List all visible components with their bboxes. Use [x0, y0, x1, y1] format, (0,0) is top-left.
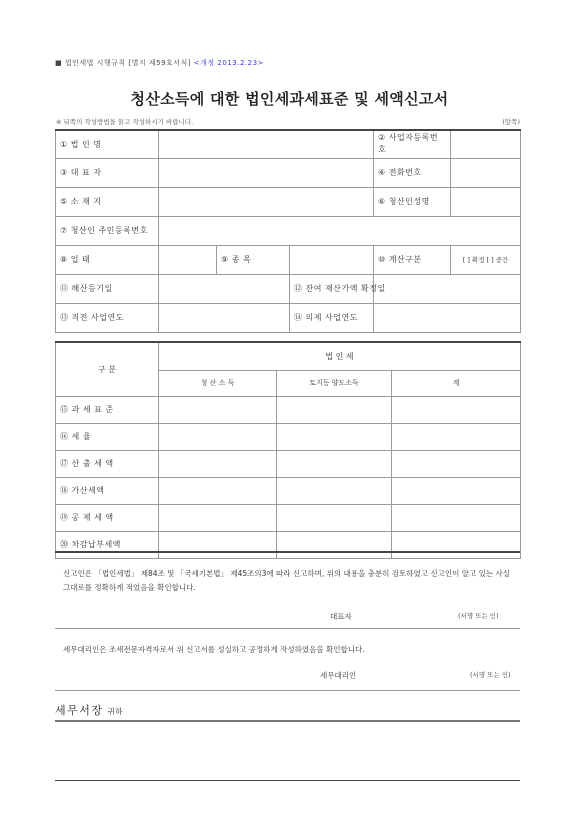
liquidator-name-field[interactable]	[451, 187, 521, 216]
table-row	[56, 504, 521, 531]
prev-fiscal-year-field[interactable]	[159, 303, 290, 332]
col-land-transfer-income: 토지등 양도소득	[277, 370, 392, 396]
dissolution-date-field[interactable]	[159, 274, 290, 303]
additional-tax-total-cell[interactable]	[392, 477, 521, 504]
declaration-text: 신고인은 「법인세법」 제84조 및 「국세기본법」 제45조의3에 따라 신고하며, 위의 내용을 충분히 검토하였고 신고인이 알고 있는 사실 그대로를 정확하게 적었음을 확인합니다.	[63, 569, 511, 592]
business-item-label: ⑨ 종 목	[217, 245, 290, 274]
section-divider	[55, 690, 520, 691]
tax-base-land-cell[interactable]	[277, 396, 392, 423]
prev-fiscal-year-label: ⑬ 직전 사업연도	[56, 303, 159, 332]
corp-name-label: ① 법 인 명	[56, 130, 159, 158]
instruction-note-row	[56, 117, 520, 126]
addressee	[55, 702, 123, 718]
page-side-label: (앞쪽)	[502, 118, 520, 126]
row-additional-tax-label: ⑱ 가산세액	[56, 477, 159, 504]
liquidator-id-label: ⑦ 청산인 주민등록번호	[56, 216, 159, 245]
form-title: 청산소득에 대한 법인세과세표준 및 세액신고서	[130, 90, 449, 108]
liquidator-id-field[interactable]	[159, 216, 521, 245]
declaration-section	[55, 551, 520, 621]
representative-label: ③ 대 표 자	[56, 158, 159, 187]
row-tax-base-label: ⑮ 과 세 표 준	[56, 396, 159, 423]
calc-type-label: ⑩ 계산구분	[374, 245, 451, 274]
corporation-info-table	[55, 129, 521, 333]
row-tax-rate-label: ⑯ 세 율	[56, 423, 159, 450]
col-total: 계	[392, 370, 521, 396]
computed-tax-total-cell[interactable]	[392, 450, 521, 477]
tax-office-label: 세무서장	[55, 704, 104, 717]
biz-reg-no-field[interactable]	[451, 130, 521, 158]
tax-base-liquidation-cell[interactable]	[159, 396, 277, 423]
address-field[interactable]	[159, 187, 374, 216]
tax-rate-total-cell[interactable]	[392, 423, 521, 450]
representative-sign-label: 대표자	[330, 612, 352, 621]
table-row	[56, 423, 521, 450]
phone-label: ④ 전화번호	[374, 158, 451, 187]
tax-rate-liquidation-cell[interactable]	[159, 423, 277, 450]
table-row	[56, 396, 521, 423]
deemed-fiscal-year-label: ⑭ 의제 사업연도	[290, 303, 374, 332]
tax-rate-land-cell[interactable]	[277, 423, 392, 450]
attachment-divider	[55, 720, 520, 722]
computed-tax-land-cell[interactable]	[277, 450, 392, 477]
net-payable-land-cell[interactable]	[277, 531, 392, 558]
calc-type-options[interactable]: [ ] 확정 [ ] 중간	[451, 245, 521, 274]
row-net-payable-label: ⑳ 차감납부세액	[56, 531, 159, 558]
net-payable-liquidation-cell[interactable]	[159, 531, 277, 558]
instruction-note: ※ 뒤쪽의 작성방법을 읽고 작성하시기 바랍니다.	[56, 118, 194, 126]
table-row	[56, 477, 521, 504]
section-divider	[55, 628, 520, 629]
table-row	[56, 450, 521, 477]
additional-tax-land-cell[interactable]	[277, 477, 392, 504]
tax-base-total-cell[interactable]	[392, 396, 521, 423]
residual-date-label: ⑫ 잔여 재산가액 확정일	[290, 274, 374, 303]
business-item-field[interactable]	[290, 245, 374, 274]
revision-date: <개정 2013.2.23>	[193, 59, 264, 67]
deduction-liquidation-cell[interactable]	[159, 504, 277, 531]
addressee-suffix: 귀하	[107, 707, 124, 716]
regulation-label: ■ 법인세법 시행규칙 [별지 제59호서식]	[55, 59, 192, 67]
business-type-field[interactable]	[159, 245, 217, 274]
dissolution-date-label: ⑪ 해산등기일	[56, 274, 159, 303]
representative-sign-field[interactable]: (서명 또는 인)	[458, 612, 499, 620]
row-deduction-label: ⑲ 공 제 세 액	[56, 504, 159, 531]
row-computed-tax-label: ⑰ 산 출 세 액	[56, 450, 159, 477]
business-type-label: ⑧ 업 태	[56, 245, 159, 274]
biz-reg-no-label: ② 사업자등록번호	[374, 130, 451, 158]
agent-sign-label: 세무대리인	[320, 671, 357, 680]
corp-name-field[interactable]	[159, 130, 374, 158]
category-header: 구 분	[56, 342, 159, 396]
tax-calculation-table	[55, 341, 521, 559]
regulation-reference	[55, 58, 264, 68]
computed-tax-liquidation-cell[interactable]	[159, 450, 277, 477]
table-row	[56, 531, 521, 558]
additional-tax-liquidation-cell[interactable]	[159, 477, 277, 504]
phone-field[interactable]	[451, 158, 521, 187]
agent-statement: 세무대리인은 조세전문자격자로서 위 신고서를 성실하고 공정하게 작성하였음을 확인합니다.	[63, 645, 365, 654]
corporate-tax-header: 법 인 세	[159, 342, 521, 370]
address-label: ⑤ 소 재 지	[56, 187, 159, 216]
bottom-divider	[55, 780, 520, 781]
net-payable-total-cell[interactable]	[392, 531, 521, 558]
deemed-fiscal-year-field[interactable]	[374, 303, 521, 332]
residual-date-field[interactable]	[374, 274, 521, 303]
deduction-total-cell[interactable]	[392, 504, 521, 531]
liquidator-name-label: ⑥ 청산인성명	[374, 187, 451, 216]
agent-sign-field[interactable]: (서명 또는 인)	[470, 671, 511, 679]
representative-field[interactable]	[159, 158, 374, 187]
deduction-land-cell[interactable]	[277, 504, 392, 531]
col-liquidation-income: 청 산 소 득	[159, 370, 277, 396]
